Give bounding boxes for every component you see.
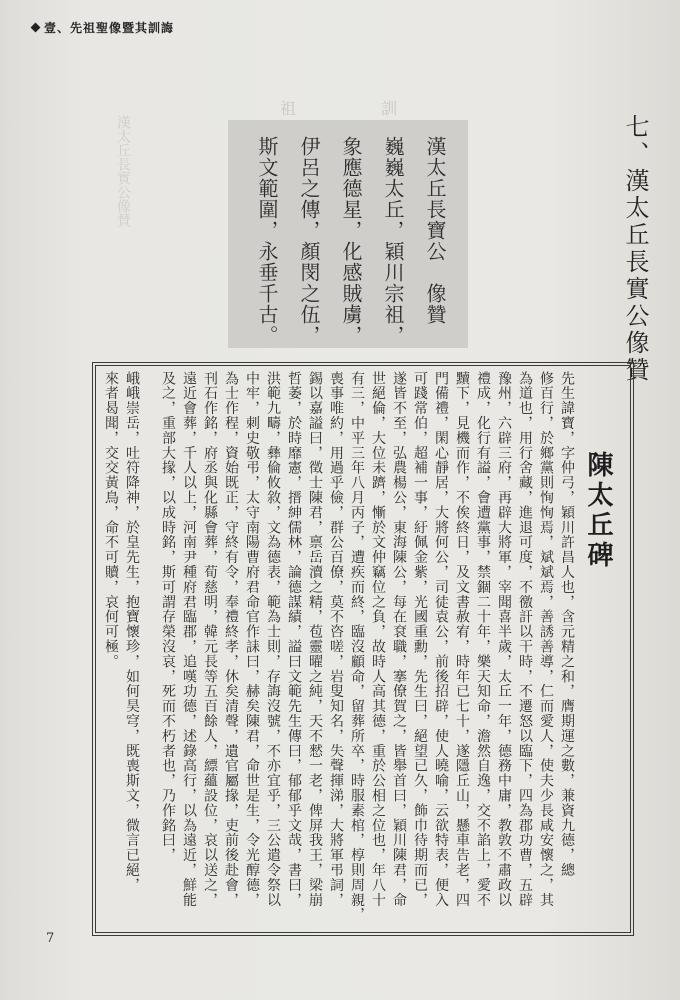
poem-line: 漢太丘長寶公 像贊 [423,136,447,325]
stele-column: 洪範九疇，彝倫攸敘，文為德表，範為士則，存誨沒號，不亦宜乎，三公遣令祭以 [265,371,281,908]
stele-column: 豫州，六辟三府，再辟大將軍，宰聞喜半歲，太丘一年，德務中庸，教敦不肅政以 [496,371,512,908]
bleed-through-text: 祖 訓 [280,99,438,118]
stele-inscription-column: 來者曷聞，交交黃鳥，命不可贖，哀何可極。 [103,371,119,669]
stele-column: 修百行，於鄉黨則恂恂焉，斌斌焉，善誘善導，仁而愛人，使夫少長咸安懷之，其 [538,371,554,908]
diamond-bullet-icon [31,23,41,33]
stele-column: 中牢，刺史敬弔，太守南陽曹府君命官作誄曰，赫矣陳君，命世是生，令光醇德， [244,371,260,908]
stele-column: 哲萎，於時靡憲，搢紳儒林，論德謀績，謚曰文範先生傳曰，郁郁乎文哉，書曰， [286,371,302,908]
stele-column: 先生諱寶，字仲弓，穎川許昌人也，含元精之和，膺期運之數，兼資九德，總 [559,371,575,878]
stele-column: 有三，中平三年八月丙子，遭疾而終，臨沒顧命，留葬所卒，時服素棺，椁則周親， [349,371,365,923]
stele-column: 禮成，化行有謚，會遭黨事，禁錮二十年，樂天知命，澹然自逸，交不諂上，愛不 [475,371,491,908]
stele-column: 為道也，用行舍藏，進退可度，不徼訐以干時，不遷怒以臨下，四為郡功曹，五辟 [517,371,533,908]
poem-line: 伊呂之傳，顏閔之伍， [297,136,321,346]
stele-inscription-column: 峨峨崇岳，吐符降神，於皇先生，抱寶懷珍，如何昊穹，既喪斯文，微言已絕， [124,371,140,893]
bleed-through-column: 漢太丘長實公像賛 [115,115,131,227]
running-header-text: 壹、先祖聖像暨其訓誨 [44,21,175,35]
page-number: 7 [46,931,55,946]
stele-column: 喪事唯約，用過乎儉，群公百僚，莫不咨嗟，岩叟知名，失聲揮涕，大將軍弔詞， [328,371,344,908]
stele-column: 為士作程，資始既正，守終有令，奉禮終孝，休矣清聲，遺官屬掾，吏前後赴會， [223,371,239,908]
stele-column: 門備禮，閑心靜居，大將何公，司徒袁公，前後招辟，使人曉喻，云欲特表，便入 [433,371,449,908]
stele-column: 遂皆不至，弘農楊公，東海陳公，每在袞職，搴僚賀之，皆舉首曰，穎川陳君，命 [391,371,407,908]
stele-column: 遠近會葬，千人以上，河南尹種府君臨郡，追嘆功德，述錄高行，以為遠近，鮮能 [181,371,197,908]
stele-text-box [92,362,634,936]
stele-title: 陳太丘碑 [583,451,613,571]
stele-column: 刊石作銘，府丞與化縣會葬，荀慈明，韓元長等五百餘人，縹蘊設位，哀以送之， [202,371,218,908]
stele-column: 黷下，見機而作，不俟終日，及文書赦宥，時年已七十，遂隱丘山，懸車告老，四 [454,371,470,908]
stele-column: 世絕倫，大位未躋，慚於文仲竊位之負，故時人高其德，重於公相之位也，年八十 [370,371,386,908]
stele-column: 錫以嘉謚曰，徵士陳君，禀岳瀆之精，苞靈曜之純，天不憖一老，俾屏我王，梁崩 [307,371,323,908]
section-title: 七、漢太丘長實公像贊 [621,114,649,384]
running-header [32,19,174,36]
stele-column: 可踐常伯，超補一事，紆佩金紫，光國重勳，先生曰，絕望已久，飾巾待期而已， [412,371,428,908]
portrait-eulogy-panel [228,120,468,348]
poem-line: 斯文範圍，永垂千古。 [255,136,279,346]
poem-line: 象應德星，化感賊虜， [339,136,363,346]
poem-line: 巍巍太丘，穎川宗祖， [381,136,405,346]
stele-column: 及之，重部大掾，以成時銘，斯可謂存榮沒哀，死而不朽者也，乃作銘曰， [160,371,176,863]
